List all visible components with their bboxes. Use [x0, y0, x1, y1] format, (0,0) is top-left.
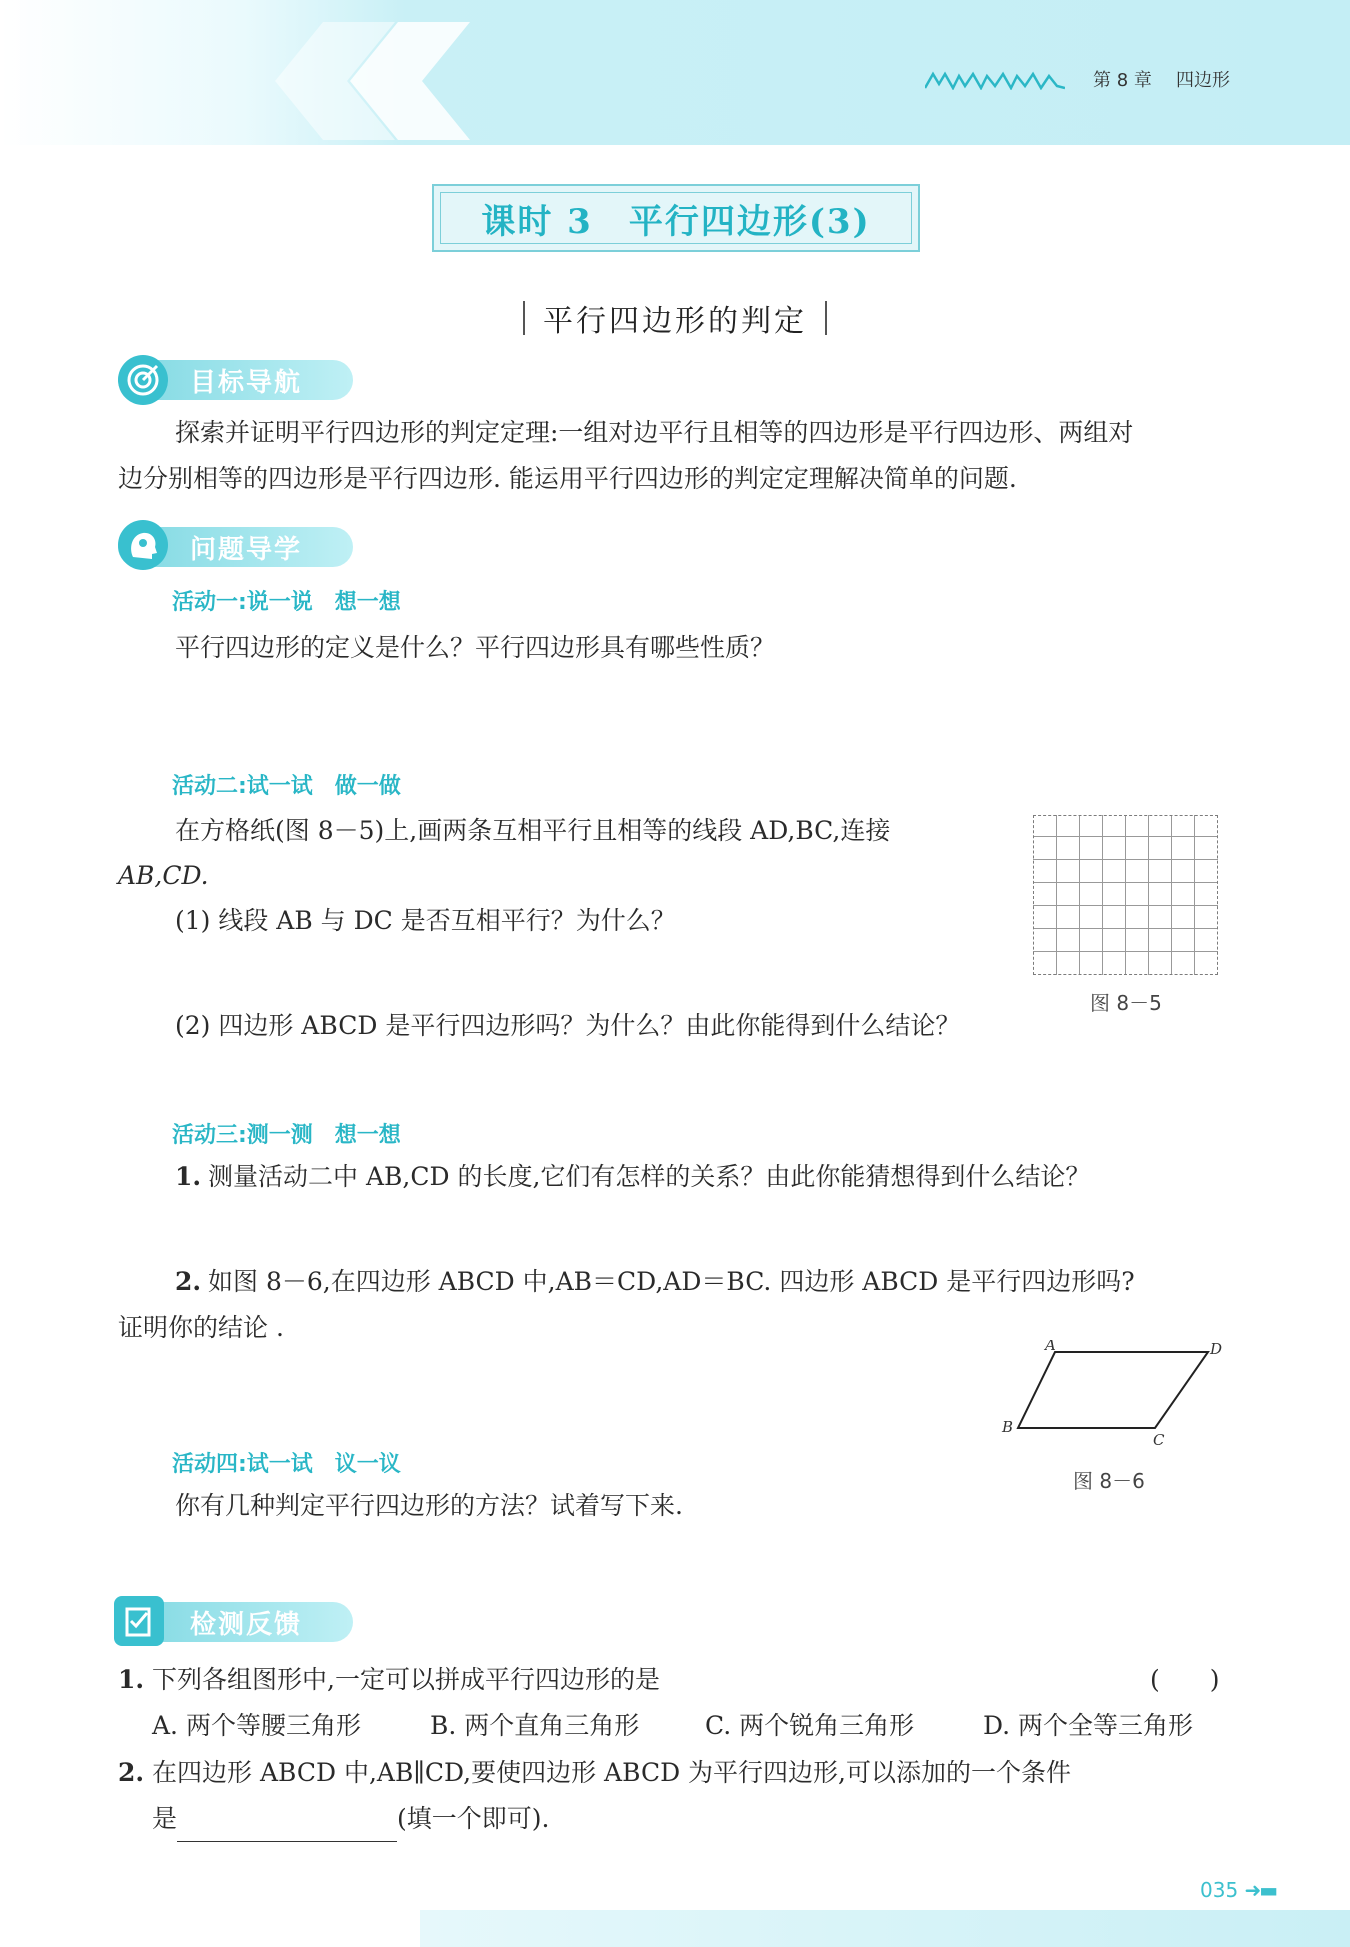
- footer-band: [420, 1910, 1350, 1947]
- activity3-item2-number: 2.: [175, 1267, 202, 1296]
- activity3-item2-line2: 证明你的结论 .: [118, 1313, 284, 1342]
- vertex-label-d: D: [1210, 1340, 1223, 1358]
- activity1-text: 平行四边形的定义是什么？平行四边形具有哪些性质？: [175, 633, 776, 662]
- activity3-item1-number: 1.: [175, 1162, 202, 1191]
- vertex-label-a: A: [1045, 1340, 1056, 1354]
- lesson-title: 课时 3 平行四边形(3): [440, 192, 912, 244]
- brain-gear-icon: [118, 520, 168, 570]
- checklist-icon: [114, 1596, 164, 1646]
- feedback-q1-option-a: A. 两个等腰三角形: [152, 1711, 361, 1740]
- activity4-title: 活动四:试一试 议一议: [172, 1452, 401, 1477]
- grid-paper-figure: [1033, 815, 1218, 975]
- figure-8-6-caption: 图 8－6: [1073, 1469, 1145, 1493]
- activity3-item1: 测量活动二中 AB,CD 的长度,它们有怎样的关系？由此你能猜想得到什么结论？: [208, 1162, 1091, 1191]
- subtitle: [505, 296, 845, 340]
- subtitle-left-bar: [523, 301, 525, 335]
- chapter-number: 第 8 章: [1093, 70, 1152, 91]
- activity2-title: 活动二:试一试 做一做: [172, 774, 401, 799]
- feedback-q2-suffix: (填一个即可).: [397, 1804, 550, 1833]
- vertex-label-c: C: [1153, 1431, 1165, 1449]
- activity2-question1: (1) 线段 AB 与 DC 是否互相平行？为什么？: [175, 906, 676, 935]
- activity4-text: 你有几种判定平行四边形的方法？试着写下来.: [175, 1491, 683, 1520]
- goal-text-line2: 边分别相等的四边形是平行四边形. 能运用平行四边形的判定定理解决简单的问题.: [118, 464, 1017, 493]
- lesson-title-box: [432, 184, 920, 252]
- page-number-text: 035: [1200, 1878, 1239, 1902]
- target-icon: [118, 355, 168, 405]
- feedback-q1-option-b: B. 两个直角三角形: [430, 1711, 640, 1740]
- feedback-q2-prefix: 是: [152, 1804, 178, 1833]
- activity2-text-line1: 在方格纸(图 8－5)上,画两条互相平行且相等的线段 AD,BC,连接: [175, 816, 891, 845]
- mountain-decor-icon: [925, 70, 1065, 90]
- chapter-name: 四边形: [1176, 70, 1230, 91]
- activity3-title: 活动三:测一测 想一想: [172, 1123, 401, 1148]
- feedback-q2-number: 2.: [118, 1758, 145, 1787]
- section-tag-label: 目标导航: [190, 367, 303, 398]
- feedback-q1-answer-paren: ( ): [1150, 1665, 1220, 1694]
- arrow-right-icon: ➜▬: [1244, 1878, 1277, 1902]
- subtitle-text: 平行四边形的判定: [543, 304, 807, 339]
- answer-blank[interactable]: [177, 1811, 397, 1842]
- activity1-title: 活动一:说一说 想一想: [172, 590, 401, 615]
- subtitle-right-bar: [825, 301, 827, 335]
- parallelogram-figure: [1000, 1340, 1230, 1450]
- section-tag-label: 检测反馈: [190, 1609, 303, 1640]
- goal-text-line1: 探索并证明平行四边形的判定定理:一组对边平行且相等的四边形是平行四边形、两组对: [175, 418, 1134, 447]
- page-number: [1200, 1878, 1276, 1902]
- activity2-text-line2: AB,CD.: [118, 861, 209, 890]
- feedback-q2-line2: [152, 1796, 549, 1842]
- vertex-label-b: B: [1002, 1418, 1014, 1436]
- activity3-item2-line1: 如图 8－6,在四边形 ABCD 中,AB＝CD,AD＝BC. 四边形 ABCD 是平行四边形吗?: [208, 1267, 1135, 1296]
- section-tag-label: 问题导学: [190, 534, 303, 565]
- feedback-q1-text: 下列各组图形中,一定可以拼成平行四边形的是: [152, 1665, 660, 1694]
- feedback-q1-option-c: C. 两个锐角三角形: [705, 1711, 915, 1740]
- feedback-q1-option-d: D. 两个全等三角形: [983, 1711, 1194, 1740]
- feedback-q2-line1: 在四边形 ABCD 中,AB∥CD,要使四边形 ABCD 为平行四边形,可以添加的一个条件: [152, 1758, 1072, 1787]
- figure-8-5-caption: 图 8－5: [1090, 991, 1162, 1015]
- feedback-q1-number: 1.: [118, 1665, 145, 1694]
- activity2-question2: (2) 四边形 ABCD 是平行四边形吗？为什么？由此你能得到什么结论？: [175, 1011, 961, 1040]
